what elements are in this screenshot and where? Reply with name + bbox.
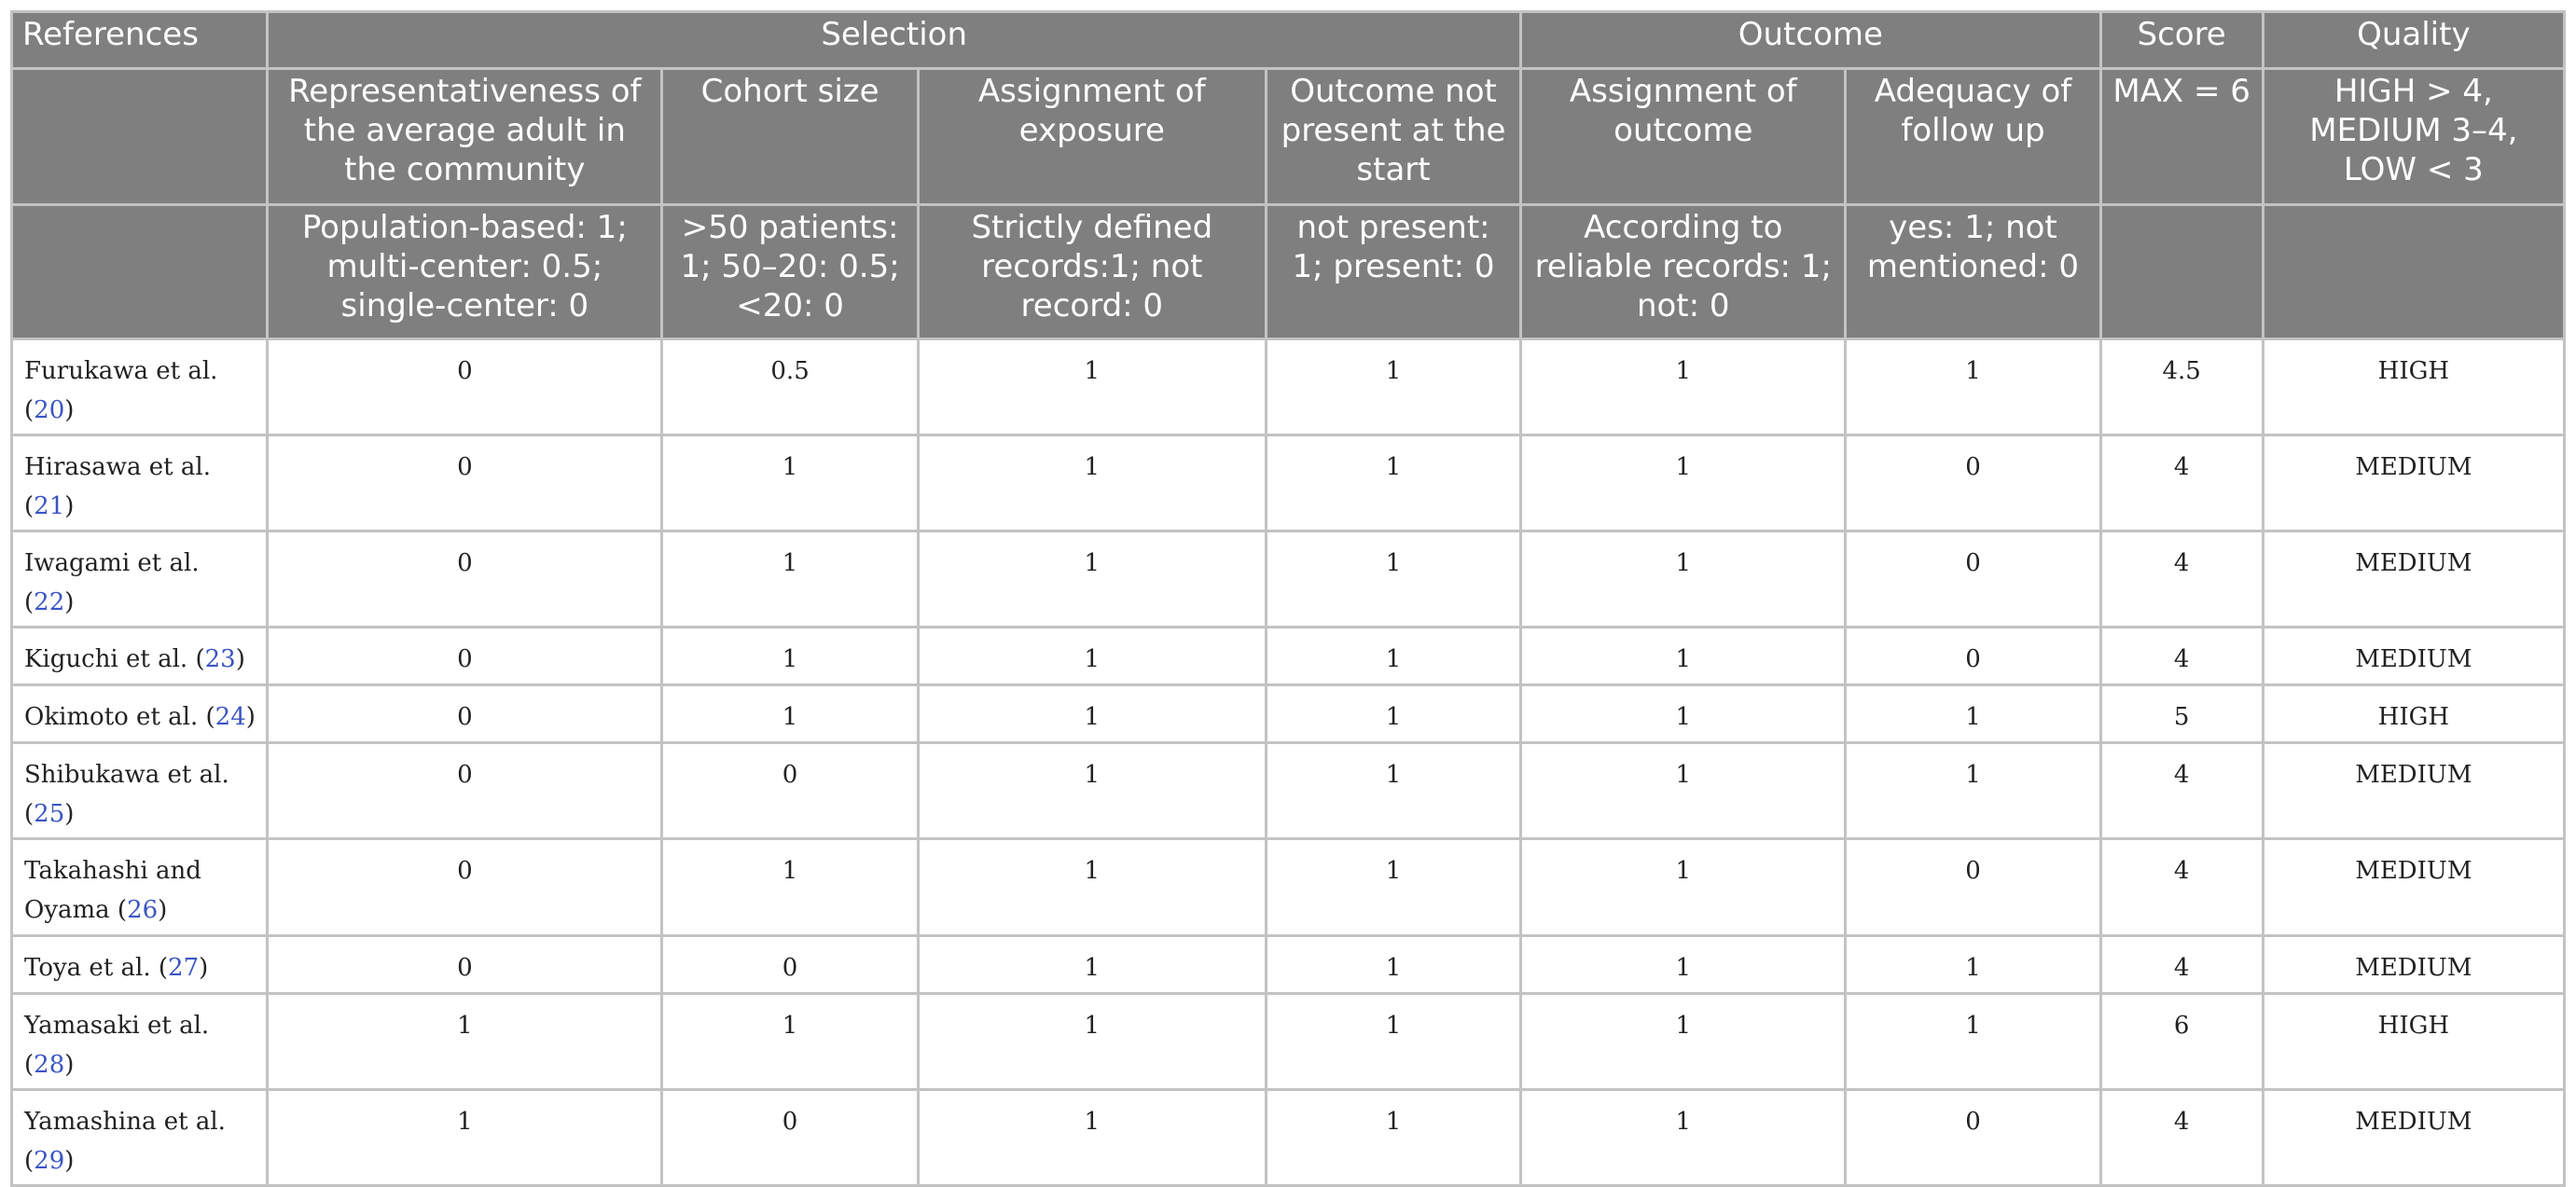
representativeness-value: 0 bbox=[268, 839, 662, 936]
assignment-exposure-value: 1 bbox=[918, 839, 1266, 936]
assignment-outcome-value: 1 bbox=[1521, 936, 1846, 994]
reference-close: ) bbox=[245, 703, 256, 731]
adequacy-follow-up-value: 0 bbox=[1846, 435, 2100, 531]
citation-link[interactable]: 22 bbox=[34, 588, 65, 616]
header-row-items bbox=[12, 69, 2565, 205]
assignment-exposure-value: 1 bbox=[918, 743, 1266, 839]
citation-link[interactable]: 25 bbox=[34, 800, 65, 828]
adequacy-follow-up-value: 1 bbox=[1846, 743, 2100, 839]
outcome-not-present-value: 1 bbox=[1266, 685, 1520, 743]
cohort-size-value: 1 bbox=[662, 628, 918, 685]
score-value: 4 bbox=[2100, 839, 2263, 936]
adequacy-follow-up-value: 1 bbox=[1846, 994, 2100, 1090]
citation-link[interactable]: 29 bbox=[34, 1147, 65, 1175]
cohort-size-value: 1 bbox=[662, 994, 918, 1090]
reference-name: Iwagami et al. ( bbox=[24, 549, 200, 616]
score-value: 4 bbox=[2100, 435, 2263, 531]
reference-name: Yamashina et al. ( bbox=[24, 1108, 226, 1175]
reference-close: ) bbox=[64, 1147, 75, 1175]
table-container bbox=[10, 10, 2566, 1187]
assignment-outcome-value: 1 bbox=[1521, 743, 1846, 839]
quality-assessment-table bbox=[10, 10, 2566, 1187]
assignment-exposure-value: 1 bbox=[918, 1090, 1266, 1186]
adequacy-follow-up-value: 0 bbox=[1846, 628, 2100, 685]
quality-value: MEDIUM bbox=[2263, 435, 2564, 531]
assignment-outcome-value: 1 bbox=[1521, 339, 1846, 435]
references-criteria-empty bbox=[12, 205, 268, 339]
cohort-size-value: 0 bbox=[662, 936, 918, 994]
score-value: 4 bbox=[2100, 628, 2263, 685]
citation-link[interactable]: 23 bbox=[204, 645, 236, 673]
outcome-not-present-value: 1 bbox=[1266, 1090, 1520, 1186]
representativeness-value: 1 bbox=[268, 994, 662, 1090]
reference-cell bbox=[12, 339, 268, 435]
reference-close: ) bbox=[199, 954, 209, 982]
references-subheader-empty bbox=[12, 69, 268, 205]
cohort-size-criteria: >50 patients: 1; 50–20: 0.5; <20: 0 bbox=[662, 205, 918, 339]
cohort-size-value: 0.5 bbox=[662, 339, 918, 435]
reference-name: Hirasawa et al. ( bbox=[24, 453, 211, 520]
cohort-size-value: 0 bbox=[662, 1090, 918, 1186]
assignment-exposure-header: Assignment of exposure bbox=[918, 69, 1266, 205]
score-header: Score bbox=[2100, 12, 2263, 69]
adequacy-follow-up-value: 1 bbox=[1846, 685, 2100, 743]
assignment-outcome-value: 1 bbox=[1521, 839, 1846, 936]
assignment-exposure-value: 1 bbox=[918, 531, 1266, 628]
score-value: 4 bbox=[2100, 936, 2263, 994]
assignment-exposure-value: 1 bbox=[918, 685, 1266, 743]
cohort-size-value: 1 bbox=[662, 839, 918, 936]
cohort-size-header: Cohort size bbox=[662, 69, 918, 205]
citation-link[interactable]: 28 bbox=[34, 1051, 65, 1079]
citation-link[interactable]: 27 bbox=[168, 954, 200, 982]
reference-close: ) bbox=[64, 396, 75, 424]
assignment-outcome-value: 1 bbox=[1521, 628, 1846, 685]
reference-cell bbox=[12, 936, 268, 994]
citation-link[interactable]: 26 bbox=[127, 896, 159, 924]
cohort-size-value: 0 bbox=[662, 743, 918, 839]
adequacy-follow-up-value: 0 bbox=[1846, 839, 2100, 936]
reference-cell bbox=[12, 839, 268, 936]
outcome-not-present-value: 1 bbox=[1266, 839, 1520, 936]
reference-cell bbox=[12, 435, 268, 531]
assignment-exposure-value: 1 bbox=[918, 339, 1266, 435]
reference-close: ) bbox=[235, 645, 245, 673]
outcome-not-present-value: 1 bbox=[1266, 339, 1520, 435]
reference-cell bbox=[12, 531, 268, 628]
reference-name: Yamasaki et al. ( bbox=[24, 1012, 210, 1079]
adequacy-follow-up-header: Adequacy of follow up bbox=[1846, 69, 2100, 205]
quality-criteria-header: HIGH > 4, MEDIUM 3–4, LOW < 3 bbox=[2263, 69, 2564, 205]
representativeness-value: 0 bbox=[268, 685, 662, 743]
outcome-not-present-value: 1 bbox=[1266, 743, 1520, 839]
quality-value: HIGH bbox=[2263, 339, 2564, 435]
adequacy-follow-up-value: 1 bbox=[1846, 339, 2100, 435]
reference-cell bbox=[12, 1090, 268, 1186]
header-row-groups bbox=[12, 12, 2565, 69]
outcome-not-present-criteria: not present: 1; present: 0 bbox=[1266, 205, 1520, 339]
reference-close: ) bbox=[64, 800, 75, 828]
score-value: 4 bbox=[2100, 531, 2263, 628]
score-value: 5 bbox=[2100, 685, 2263, 743]
reference-name: Shibukawa et al. ( bbox=[24, 761, 229, 828]
adequacy-follow-up-value: 0 bbox=[1846, 1090, 2100, 1186]
adequacy-follow-up-value: 0 bbox=[1846, 531, 2100, 628]
quality-value: MEDIUM bbox=[2263, 743, 2564, 839]
quality-value: MEDIUM bbox=[2263, 628, 2564, 685]
reference-cell bbox=[12, 685, 268, 743]
quality-header: Quality bbox=[2263, 12, 2564, 69]
assignment-exposure-value: 1 bbox=[918, 435, 1266, 531]
representativeness-value: 0 bbox=[268, 531, 662, 628]
representativeness-value: 0 bbox=[268, 435, 662, 531]
reference-name: Takahashi and Oyama ( bbox=[24, 857, 201, 924]
table-row bbox=[12, 628, 2565, 685]
outcome-not-present-value: 1 bbox=[1266, 531, 1520, 628]
citation-link[interactable]: 24 bbox=[215, 703, 246, 731]
table-row bbox=[12, 435, 2565, 531]
score-value: 4 bbox=[2100, 743, 2263, 839]
quality-value: MEDIUM bbox=[2263, 936, 2564, 994]
citation-link[interactable]: 20 bbox=[34, 396, 65, 424]
table-row bbox=[12, 1090, 2565, 1186]
reference-name: Kiguchi et al. ( bbox=[24, 645, 205, 673]
reference-cell bbox=[12, 994, 268, 1090]
quality-value: HIGH bbox=[2263, 685, 2564, 743]
assignment-outcome-value: 1 bbox=[1521, 994, 1846, 1090]
assignment-exposure-value: 1 bbox=[918, 628, 1266, 685]
outcome-not-present-header: Outcome not present at the start bbox=[1266, 69, 1520, 205]
adequacy-follow-up-criteria: yes: 1; not mentioned: 0 bbox=[1846, 205, 2100, 339]
representativeness-value: 0 bbox=[268, 936, 662, 994]
table-row bbox=[12, 839, 2565, 936]
score-criteria-empty bbox=[2100, 205, 2263, 339]
reference-close: ) bbox=[64, 492, 75, 520]
outcome-not-present-value: 1 bbox=[1266, 435, 1520, 531]
assignment-outcome-value: 1 bbox=[1521, 1090, 1846, 1186]
header-row-criteria bbox=[12, 205, 2565, 339]
reference-cell bbox=[12, 628, 268, 685]
assignment-outcome-value: 1 bbox=[1521, 685, 1846, 743]
citation-link[interactable]: 21 bbox=[34, 492, 65, 520]
score-max-header: MAX = 6 bbox=[2100, 69, 2263, 205]
selection-header: Selection bbox=[268, 12, 1521, 69]
reference-close: ) bbox=[158, 896, 168, 924]
score-value: 4 bbox=[2100, 1090, 2263, 1186]
representativeness-value: 0 bbox=[268, 628, 662, 685]
table-row bbox=[12, 339, 2565, 435]
table-row bbox=[12, 936, 2565, 994]
references-header: References bbox=[12, 12, 268, 69]
table-row bbox=[12, 685, 2565, 743]
table-row bbox=[12, 531, 2565, 628]
quality-value: MEDIUM bbox=[2263, 531, 2564, 628]
reference-close: ) bbox=[64, 588, 75, 616]
reference-name: Furukawa et al. ( bbox=[24, 357, 218, 424]
quality-criteria-empty bbox=[2263, 205, 2564, 339]
assignment-outcome-value: 1 bbox=[1521, 435, 1846, 531]
reference-name: Okimoto et al. ( bbox=[24, 703, 215, 731]
assignment-outcome-criteria: According to reliable records: 1; not: 0 bbox=[1521, 205, 1846, 339]
outcome-header: Outcome bbox=[1521, 12, 2100, 69]
cohort-size-value: 1 bbox=[662, 435, 918, 531]
assignment-exposure-value: 1 bbox=[918, 994, 1266, 1090]
score-value: 6 bbox=[2100, 994, 2263, 1090]
score-value: 4.5 bbox=[2100, 339, 2263, 435]
outcome-not-present-value: 1 bbox=[1266, 994, 1520, 1090]
quality-value: MEDIUM bbox=[2263, 1090, 2564, 1186]
quality-value: MEDIUM bbox=[2263, 839, 2564, 936]
quality-value: HIGH bbox=[2263, 994, 2564, 1090]
table-header bbox=[12, 12, 2565, 339]
assignment-exposure-criteria: Strictly defined records:1; not record: 0 bbox=[918, 205, 1266, 339]
cohort-size-value: 1 bbox=[662, 685, 918, 743]
assignment-outcome-header: Assignment of outcome bbox=[1521, 69, 1846, 205]
representativeness-value: 0 bbox=[268, 339, 662, 435]
assignment-exposure-value: 1 bbox=[918, 936, 1266, 994]
outcome-not-present-value: 1 bbox=[1266, 628, 1520, 685]
table-body bbox=[12, 339, 2565, 1186]
table-row bbox=[12, 743, 2565, 839]
reference-name: Toya et al. ( bbox=[24, 954, 169, 982]
reference-cell bbox=[12, 743, 268, 839]
adequacy-follow-up-value: 1 bbox=[1846, 936, 2100, 994]
representativeness-criteria: Population-based: 1; multi-center: 0.5; single-center: 0 bbox=[268, 205, 662, 339]
table-row bbox=[12, 994, 2565, 1090]
cohort-size-value: 1 bbox=[662, 531, 918, 628]
assignment-outcome-value: 1 bbox=[1521, 531, 1846, 628]
representativeness-value: 1 bbox=[268, 1090, 662, 1186]
outcome-not-present-value: 1 bbox=[1266, 936, 1520, 994]
reference-close: ) bbox=[64, 1051, 75, 1079]
representativeness-header: Representativeness of the average adult in the community bbox=[268, 69, 662, 205]
representativeness-value: 0 bbox=[268, 743, 662, 839]
